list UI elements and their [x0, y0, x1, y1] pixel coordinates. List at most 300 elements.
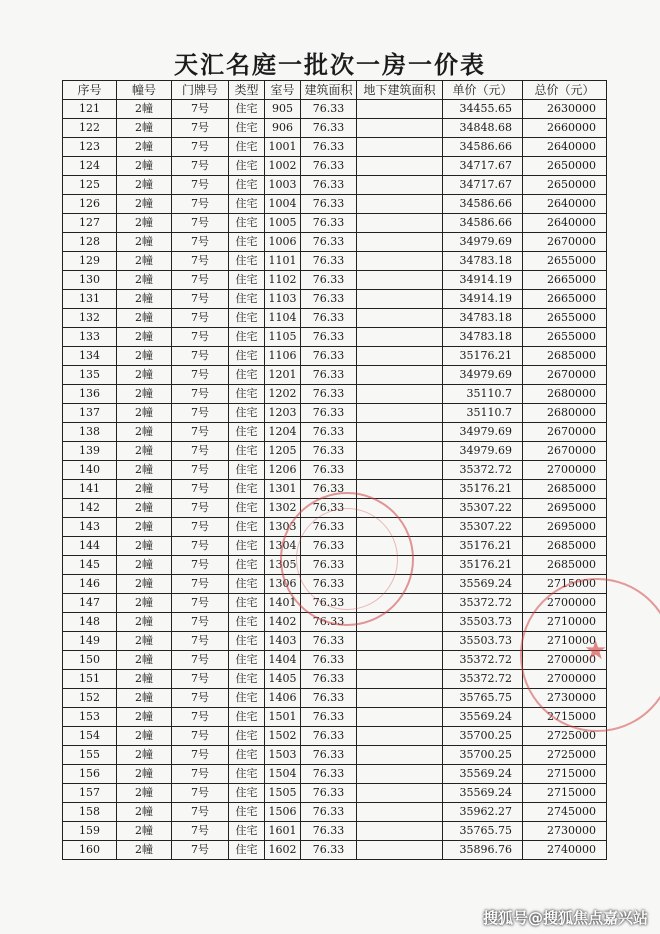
cell-room: 1301: [265, 480, 301, 499]
cell-type: 住宅: [229, 290, 265, 309]
cell-underground-area: [357, 480, 443, 499]
cell-door-number: 7号: [172, 803, 229, 822]
cell-unit-price: 35896.76: [443, 841, 523, 860]
cell-door-number: 7号: [172, 423, 229, 442]
cell-door-number: 7号: [172, 100, 229, 119]
cell-area: 76.33: [301, 689, 357, 708]
cell-total-price: 2655000: [523, 309, 607, 328]
cell-index: 154: [63, 727, 117, 746]
cell-unit-price: 35700.25: [443, 746, 523, 765]
cell-index: 143: [63, 518, 117, 537]
cell-total-price: 2680000: [523, 404, 607, 423]
cell-area: 76.33: [301, 252, 357, 271]
table-row: [63, 214, 607, 233]
cell-area: 76.33: [301, 727, 357, 746]
cell-total-price: 2745000: [523, 803, 607, 822]
cell-area: 76.33: [301, 803, 357, 822]
cell-total-price: 2715000: [523, 765, 607, 784]
cell-room: 1304: [265, 537, 301, 556]
cell-total-price: 2725000: [523, 746, 607, 765]
cell-index: 139: [63, 442, 117, 461]
cell-building: 2幢: [117, 727, 172, 746]
cell-type: 住宅: [229, 461, 265, 480]
cell-total-price: 2640000: [523, 214, 607, 233]
cell-room: 1406: [265, 689, 301, 708]
cell-door-number: 7号: [172, 442, 229, 461]
cell-underground-area: [357, 632, 443, 651]
cell-type: 住宅: [229, 689, 265, 708]
cell-unit-price: 34586.66: [443, 195, 523, 214]
cell-total-price: 2700000: [523, 670, 607, 689]
table-header-row: [63, 81, 607, 100]
cell-underground-area: [357, 518, 443, 537]
cell-building: 2幢: [117, 632, 172, 651]
table-row: [63, 100, 607, 119]
cell-building: 2幢: [117, 290, 172, 309]
cell-total-price: 2715000: [523, 708, 607, 727]
cell-index: 125: [63, 176, 117, 195]
table-row: [63, 746, 607, 765]
cell-room: 1203: [265, 404, 301, 423]
cell-underground-area: [357, 271, 443, 290]
cell-total-price: 2680000: [523, 385, 607, 404]
cell-area: 76.33: [301, 556, 357, 575]
cell-total-price: 2640000: [523, 195, 607, 214]
table-row: [63, 575, 607, 594]
cell-room: 1401: [265, 594, 301, 613]
cell-room: 1005: [265, 214, 301, 233]
cell-type: 住宅: [229, 613, 265, 632]
cell-room: 1202: [265, 385, 301, 404]
cell-area: 76.33: [301, 195, 357, 214]
cell-total-price: 2700000: [523, 651, 607, 670]
cell-room: 1503: [265, 746, 301, 765]
cell-building: 2幢: [117, 499, 172, 518]
cell-door-number: 7号: [172, 594, 229, 613]
table-row: [63, 366, 607, 385]
document-title: 天汇名庭一批次一房一价表: [174, 50, 486, 79]
cell-type: 住宅: [229, 100, 265, 119]
cell-index: 156: [63, 765, 117, 784]
cell-door-number: 7号: [172, 214, 229, 233]
cell-total-price: 2715000: [523, 575, 607, 594]
cell-building: 2幢: [117, 803, 172, 822]
cell-building: 2幢: [117, 480, 172, 499]
cell-area: 76.33: [301, 765, 357, 784]
cell-unit-price: 35176.21: [443, 480, 523, 499]
cell-index: 124: [63, 157, 117, 176]
table-row: [63, 404, 607, 423]
cell-room: 1306: [265, 575, 301, 594]
cell-area: 76.33: [301, 613, 357, 632]
cell-building: 2幢: [117, 461, 172, 480]
cell-room: 1303: [265, 518, 301, 537]
cell-index: 134: [63, 347, 117, 366]
cell-total-price: 2670000: [523, 233, 607, 252]
header-room: 室号: [265, 81, 301, 100]
cell-unit-price: 35503.73: [443, 632, 523, 651]
table-row: [63, 442, 607, 461]
cell-room: 1501: [265, 708, 301, 727]
cell-building: 2幢: [117, 328, 172, 347]
cell-building: 2幢: [117, 841, 172, 860]
cell-type: 住宅: [229, 385, 265, 404]
cell-total-price: 2710000: [523, 632, 607, 651]
price-table: [62, 80, 607, 860]
cell-underground-area: [357, 803, 443, 822]
cell-building: 2幢: [117, 651, 172, 670]
cell-index: 151: [63, 670, 117, 689]
header-underground-area: 地下建筑面积: [357, 81, 443, 100]
cell-building: 2幢: [117, 366, 172, 385]
cell-door-number: 7号: [172, 632, 229, 651]
cell-door-number: 7号: [172, 784, 229, 803]
cell-underground-area: [357, 328, 443, 347]
cell-type: 住宅: [229, 803, 265, 822]
cell-area: 76.33: [301, 442, 357, 461]
cell-type: 住宅: [229, 841, 265, 860]
cell-total-price: 2685000: [523, 556, 607, 575]
cell-type: 住宅: [229, 727, 265, 746]
cell-index: 144: [63, 537, 117, 556]
cell-underground-area: [357, 708, 443, 727]
cell-underground-area: [357, 366, 443, 385]
cell-underground-area: [357, 100, 443, 119]
cell-door-number: 7号: [172, 480, 229, 499]
cell-door-number: 7号: [172, 746, 229, 765]
cell-index: 158: [63, 803, 117, 822]
cell-total-price: 2700000: [523, 594, 607, 613]
cell-index: 131: [63, 290, 117, 309]
cell-type: 住宅: [229, 176, 265, 195]
cell-area: 76.33: [301, 784, 357, 803]
cell-underground-area: [357, 309, 443, 328]
table-row: [63, 803, 607, 822]
table-row: [63, 556, 607, 575]
cell-building: 2幢: [117, 708, 172, 727]
table-row: [63, 689, 607, 708]
table-row: [63, 670, 607, 689]
cell-building: 2幢: [117, 176, 172, 195]
cell-unit-price: 34979.69: [443, 423, 523, 442]
table-row: [63, 385, 607, 404]
cell-unit-price: 34586.66: [443, 214, 523, 233]
cell-index: 121: [63, 100, 117, 119]
cell-door-number: 7号: [172, 309, 229, 328]
cell-underground-area: [357, 138, 443, 157]
cell-unit-price: 35176.21: [443, 537, 523, 556]
cell-unit-price: 35110.7: [443, 404, 523, 423]
cell-door-number: 7号: [172, 328, 229, 347]
cell-building: 2幢: [117, 100, 172, 119]
cell-type: 住宅: [229, 252, 265, 271]
cell-underground-area: [357, 784, 443, 803]
cell-index: 135: [63, 366, 117, 385]
cell-type: 住宅: [229, 632, 265, 651]
table-row: [63, 309, 607, 328]
cell-door-number: 7号: [172, 841, 229, 860]
cell-underground-area: [357, 252, 443, 271]
cell-underground-area: [357, 841, 443, 860]
cell-unit-price: 34979.69: [443, 442, 523, 461]
cell-index: 126: [63, 195, 117, 214]
cell-type: 住宅: [229, 708, 265, 727]
cell-area: 76.33: [301, 157, 357, 176]
cell-type: 住宅: [229, 651, 265, 670]
cell-building: 2幢: [117, 556, 172, 575]
header-index: 序号: [63, 81, 117, 100]
cell-total-price: 2650000: [523, 157, 607, 176]
cell-index: 147: [63, 594, 117, 613]
cell-room: 1103: [265, 290, 301, 309]
cell-area: 76.33: [301, 537, 357, 556]
cell-unit-price: 35569.24: [443, 784, 523, 803]
cell-area: 76.33: [301, 423, 357, 442]
cell-area: 76.33: [301, 233, 357, 252]
cell-unit-price: 34783.18: [443, 309, 523, 328]
cell-type: 住宅: [229, 594, 265, 613]
cell-index: 127: [63, 214, 117, 233]
cell-index: 160: [63, 841, 117, 860]
cell-building: 2幢: [117, 404, 172, 423]
cell-unit-price: 34586.66: [443, 138, 523, 157]
cell-index: 159: [63, 822, 117, 841]
cell-area: 76.33: [301, 594, 357, 613]
cell-area: 76.33: [301, 214, 357, 233]
cell-building: 2幢: [117, 214, 172, 233]
cell-room: 1201: [265, 366, 301, 385]
cell-building: 2幢: [117, 157, 172, 176]
cell-room: 1404: [265, 651, 301, 670]
cell-room: 905: [265, 100, 301, 119]
cell-unit-price: 34717.67: [443, 176, 523, 195]
cell-door-number: 7号: [172, 670, 229, 689]
cell-unit-price: 34783.18: [443, 328, 523, 347]
cell-total-price: 2730000: [523, 822, 607, 841]
cell-type: 住宅: [229, 271, 265, 290]
cell-door-number: 7号: [172, 461, 229, 480]
cell-total-price: 2670000: [523, 423, 607, 442]
table-row: [63, 138, 607, 157]
cell-total-price: 2740000: [523, 841, 607, 860]
cell-building: 2幢: [117, 233, 172, 252]
cell-total-price: 2695000: [523, 499, 607, 518]
cell-index: 153: [63, 708, 117, 727]
cell-underground-area: [357, 822, 443, 841]
cell-building: 2幢: [117, 784, 172, 803]
cell-index: 152: [63, 689, 117, 708]
cell-unit-price: 34783.18: [443, 252, 523, 271]
cell-total-price: 2695000: [523, 518, 607, 537]
cell-room: 1102: [265, 271, 301, 290]
table-row: [63, 119, 607, 138]
cell-room: 1504: [265, 765, 301, 784]
cell-type: 住宅: [229, 119, 265, 138]
cell-underground-area: [357, 499, 443, 518]
cell-type: 住宅: [229, 442, 265, 461]
cell-room: 1505: [265, 784, 301, 803]
cell-area: 76.33: [301, 271, 357, 290]
cell-area: 76.33: [301, 385, 357, 404]
table-body: [63, 100, 607, 860]
cell-underground-area: [357, 195, 443, 214]
cell-type: 住宅: [229, 195, 265, 214]
cell-type: 住宅: [229, 366, 265, 385]
cell-type: 住宅: [229, 670, 265, 689]
cell-index: 146: [63, 575, 117, 594]
cell-building: 2幢: [117, 423, 172, 442]
cell-type: 住宅: [229, 537, 265, 556]
cell-unit-price: 35569.24: [443, 708, 523, 727]
cell-door-number: 7号: [172, 651, 229, 670]
cell-building: 2幢: [117, 271, 172, 290]
cell-room: 1405: [265, 670, 301, 689]
cell-index: 141: [63, 480, 117, 499]
cell-area: 76.33: [301, 461, 357, 480]
cell-total-price: 2725000: [523, 727, 607, 746]
cell-room: 1602: [265, 841, 301, 860]
cell-building: 2幢: [117, 119, 172, 138]
cell-index: 138: [63, 423, 117, 442]
cell-total-price: 2685000: [523, 537, 607, 556]
cell-underground-area: [357, 176, 443, 195]
cell-area: 76.33: [301, 746, 357, 765]
cell-room: 1106: [265, 347, 301, 366]
cell-room: 1006: [265, 233, 301, 252]
cell-door-number: 7号: [172, 176, 229, 195]
table-row: [63, 537, 607, 556]
table-row: [63, 290, 607, 309]
cell-underground-area: [357, 651, 443, 670]
cell-unit-price: 35569.24: [443, 575, 523, 594]
cell-room: 1403: [265, 632, 301, 651]
cell-total-price: 2685000: [523, 480, 607, 499]
table-row: [63, 518, 607, 537]
cell-unit-price: 34717.67: [443, 157, 523, 176]
cell-door-number: 7号: [172, 822, 229, 841]
seal-star-icon: ★: [584, 636, 608, 666]
cell-door-number: 7号: [172, 499, 229, 518]
cell-area: 76.33: [301, 404, 357, 423]
cell-door-number: 7号: [172, 518, 229, 537]
cell-room: 1402: [265, 613, 301, 632]
cell-underground-area: [357, 385, 443, 404]
cell-area: 76.33: [301, 651, 357, 670]
cell-area: 76.33: [301, 347, 357, 366]
cell-underground-area: [357, 404, 443, 423]
table-row: [63, 480, 607, 499]
cell-room: 1502: [265, 727, 301, 746]
cell-building: 2幢: [117, 613, 172, 632]
cell-building: 2幢: [117, 518, 172, 537]
cell-door-number: 7号: [172, 537, 229, 556]
cell-type: 住宅: [229, 347, 265, 366]
cell-total-price: 2665000: [523, 290, 607, 309]
cell-building: 2幢: [117, 689, 172, 708]
table-row: [63, 727, 607, 746]
cell-total-price: 2685000: [523, 347, 607, 366]
watermark-text: 搜狐号@搜狐焦点嘉兴站: [482, 909, 648, 927]
cell-area: 76.33: [301, 708, 357, 727]
cell-unit-price: 35765.75: [443, 689, 523, 708]
cell-unit-price: 34914.19: [443, 290, 523, 309]
cell-building: 2幢: [117, 822, 172, 841]
cell-total-price: 2650000: [523, 176, 607, 195]
cell-type: 住宅: [229, 556, 265, 575]
cell-unit-price: 35110.7: [443, 385, 523, 404]
cell-underground-area: [357, 157, 443, 176]
table-row: [63, 613, 607, 632]
table-row: [63, 347, 607, 366]
cell-area: 76.33: [301, 841, 357, 860]
cell-building: 2幢: [117, 385, 172, 404]
cell-area: 76.33: [301, 100, 357, 119]
cell-unit-price: 35765.75: [443, 822, 523, 841]
cell-area: 76.33: [301, 822, 357, 841]
header-total-price: 总价（元）: [523, 81, 607, 100]
cell-door-number: 7号: [172, 575, 229, 594]
cell-area: 76.33: [301, 119, 357, 138]
cell-unit-price: 35372.72: [443, 651, 523, 670]
cell-building: 2幢: [117, 347, 172, 366]
cell-underground-area: [357, 119, 443, 138]
cell-area: 76.33: [301, 290, 357, 309]
cell-total-price: 2710000: [523, 613, 607, 632]
cell-room: 1004: [265, 195, 301, 214]
table-row: [63, 651, 607, 670]
cell-type: 住宅: [229, 404, 265, 423]
cell-door-number: 7号: [172, 138, 229, 157]
cell-total-price: 2630000: [523, 100, 607, 119]
cell-unit-price: 35176.21: [443, 556, 523, 575]
cell-total-price: 2670000: [523, 366, 607, 385]
cell-area: 76.33: [301, 366, 357, 385]
table-row: [63, 632, 607, 651]
cell-type: 住宅: [229, 214, 265, 233]
header-unit-price: 单价（元）: [443, 81, 523, 100]
cell-unit-price: 35176.21: [443, 347, 523, 366]
cell-index: 132: [63, 309, 117, 328]
cell-index: 155: [63, 746, 117, 765]
cell-total-price: 2670000: [523, 442, 607, 461]
cell-building: 2幢: [117, 195, 172, 214]
cell-area: 76.33: [301, 480, 357, 499]
cell-unit-price: 35372.72: [443, 670, 523, 689]
table-row: [63, 841, 607, 860]
cell-unit-price: 35372.72: [443, 594, 523, 613]
cell-door-number: 7号: [172, 366, 229, 385]
cell-index: 157: [63, 784, 117, 803]
cell-door-number: 7号: [172, 252, 229, 271]
cell-area: 76.33: [301, 632, 357, 651]
cell-total-price: 2655000: [523, 328, 607, 347]
cell-unit-price: 35372.72: [443, 461, 523, 480]
cell-building: 2幢: [117, 746, 172, 765]
table-row: [63, 765, 607, 784]
cell-underground-area: [357, 670, 443, 689]
cell-underground-area: [357, 765, 443, 784]
cell-total-price: 2700000: [523, 461, 607, 480]
cell-room: 1001: [265, 138, 301, 157]
header-area: 建筑面积: [301, 81, 357, 100]
table-row: [63, 252, 607, 271]
cell-underground-area: [357, 594, 443, 613]
cell-room: 1601: [265, 822, 301, 841]
cell-index: 122: [63, 119, 117, 138]
cell-area: 76.33: [301, 138, 357, 157]
cell-room: 1205: [265, 442, 301, 461]
cell-unit-price: 34979.69: [443, 366, 523, 385]
